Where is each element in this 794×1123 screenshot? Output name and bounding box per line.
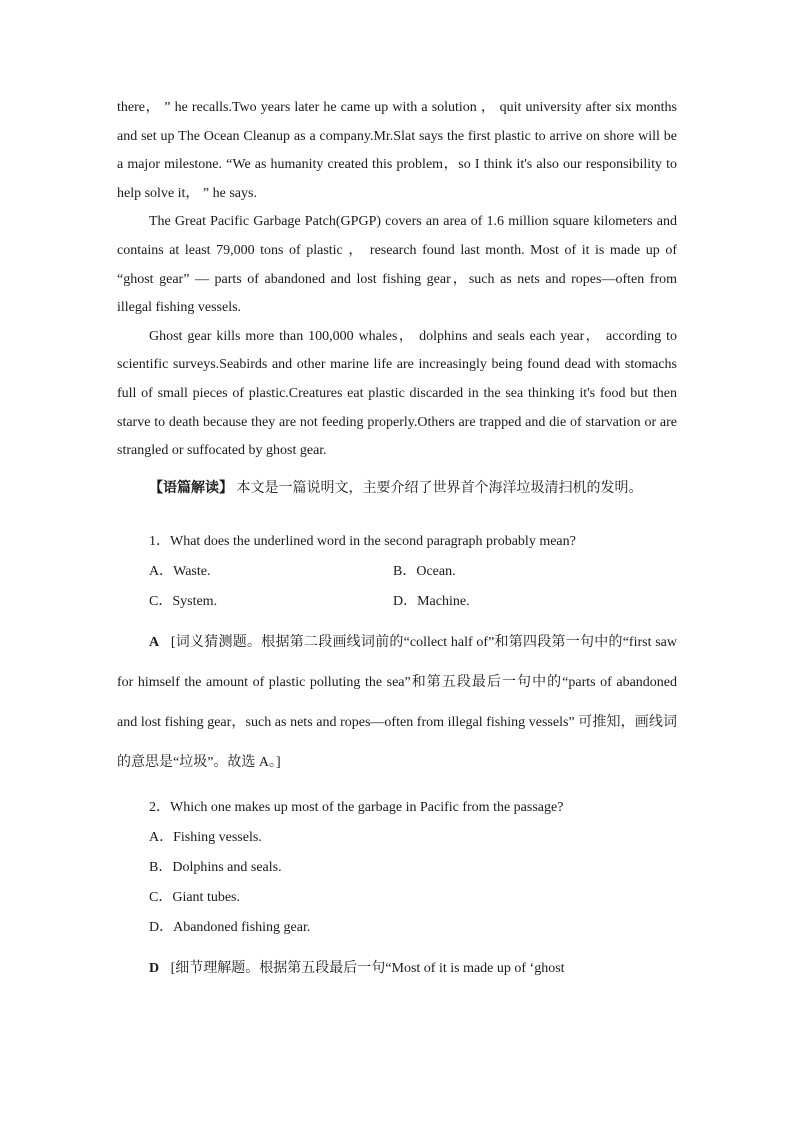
question-1-options [117,557,677,617]
passage-paragraph-2: The Great Pacific Garbage Patch(GPGP) covers an area of 1.6 million square kilometers and contains at least 79,000 tons of plastic ， research found last month. Most of it is made up of “ghost gear” — parts of abandoned and lost fishing gear，such as nets and ropes—often from illegal fishing vessels. [117,214,677,316]
passage-analysis [117,470,677,507]
passage-paragraph-1: there， ” he recalls.Two years later he came up with a solution ， quit university after six months and set up The Ocean Cleanup as a company.Mr.Slat says the first plastic to arrive on shore will be a major milestone. “We as humanity created this problem，so I think it's also our responsibility to help solve it， ” he says. [117,100,677,201]
q1-explanation: [词义猜测题。根据第二段画线词前的“collect half of”和第四段第一句中的“first saw for himself the amount of plastic polluting the sea”和第五段最后一句中的“parts of abandoned and lost fishing gear，such as nets and ropes—often from illegal fishing vessels” 可推知，画线词的意思是“垃圾”。故选 A。] [117,634,677,770]
question-1-answer [117,623,677,783]
document-page [117,94,677,989]
question-2-stem: 2．Which one makes up most of the garbage in Pacific from the passage? [149,799,564,815]
question-2-answer [117,949,677,989]
q2-option-c: C．Giant tubes. [149,889,240,905]
analysis-label: 【语篇解读】 [149,480,233,496]
q2-option-b: B．Dolphins and seals. [149,859,282,875]
q2-answer-letter: D [149,960,160,976]
analysis-text: 本文是一篇说明文，主要介绍了世界首个海洋垃圾清扫机的发明。 [236,480,643,496]
q1-option-b: B．Ocean. [393,563,456,579]
question-1-stem: 1．What does the underlined word in the second paragraph probably mean? [149,533,576,549]
q2-option-d: D．Abandoned fishing gear. [149,919,311,935]
question-2-options [117,823,677,943]
passage-paragraph-3: Ghost gear kills more than 100,000 whales， dolphins and seals each year， according to scientific surveys.Seabirds and other marine life are increasingly being found dead with stomachs full of small pieces of plastic.Creatures eat plastic discarded in the sea thinking it's food but then starve to death because they are not feeding properly.Others are trapped and die of starvation or are strangled or suffocated by ghost gear. [117,328,677,459]
q2-explanation: [细节理解题。根据第五段最后一句“Most of it is made up of ‘ghost [170,960,565,976]
q1-option-d: D．Machine. [393,593,470,609]
q2-option-a: A．Fishing vessels. [149,829,262,845]
q1-option-c: C．System. [149,593,218,609]
q1-option-a: A．Waste. [149,563,211,579]
q1-answer-letter: A [149,634,160,650]
